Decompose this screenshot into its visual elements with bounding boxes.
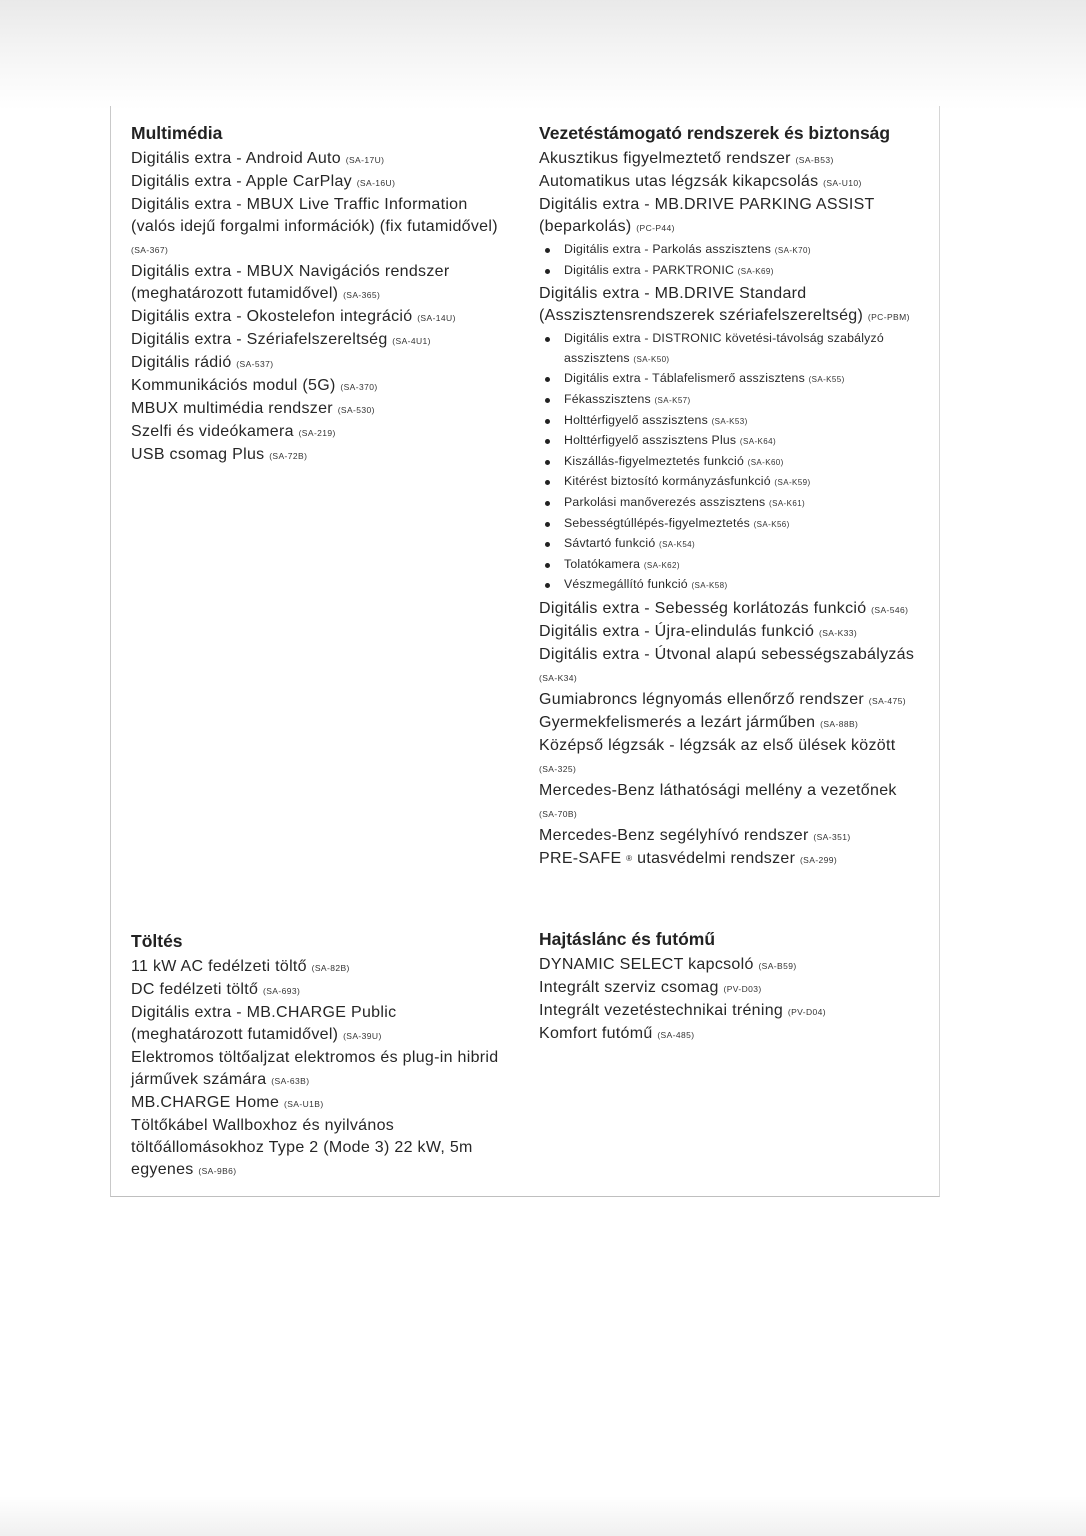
option-code: (SA-K34) bbox=[539, 672, 578, 683]
scan-shading-top bbox=[0, 0, 1086, 110]
item-text: Sebességtúllépés-figyelmeztetés bbox=[564, 515, 750, 530]
option-code: (SA-537) bbox=[236, 359, 274, 369]
list-item bbox=[539, 780, 924, 825]
sub-list-item bbox=[564, 452, 924, 473]
item-text: Digitális extra - Útvonal alapú sebességszabályzás bbox=[539, 645, 915, 663]
option-code: (SA-K57) bbox=[654, 395, 691, 405]
list-item bbox=[539, 148, 924, 171]
item-text: MB.CHARGE Home bbox=[131, 1094, 280, 1111]
option-code: (SA-39U) bbox=[343, 1031, 382, 1041]
option-code: (PV-D03) bbox=[723, 984, 762, 994]
option-code: (SA-63B) bbox=[271, 1076, 310, 1086]
option-code: (SA-K54) bbox=[659, 540, 696, 550]
item-text: Digitális extra - Okostelefon integráció bbox=[131, 308, 413, 325]
list-item bbox=[539, 1023, 924, 1046]
list-item bbox=[539, 848, 924, 871]
option-code: (SA-K55) bbox=[808, 375, 845, 385]
item-text: USB csomag Plus bbox=[131, 446, 265, 463]
option-code: (SA-14U) bbox=[417, 313, 456, 323]
list-item bbox=[131, 194, 501, 261]
option-code: (SA-K33) bbox=[818, 627, 858, 638]
sub-list-item bbox=[564, 555, 924, 576]
option-code: (SA-325) bbox=[539, 763, 577, 774]
option-code: (SA-530) bbox=[337, 405, 375, 415]
item-text: Sávtartó funkció bbox=[564, 536, 656, 551]
sub-list-item bbox=[564, 390, 924, 411]
item-text: Akusztikus figyelmeztető rendszer bbox=[539, 150, 791, 167]
section-heading: Multimédia bbox=[131, 123, 223, 143]
option-code: (SA-88B) bbox=[820, 718, 859, 729]
item-text: Mercedes-Benz segélyhívó rendszer bbox=[539, 826, 809, 844]
item-text: DYNAMIC SELECT kapcsoló bbox=[539, 956, 754, 973]
sub-list-item bbox=[564, 575, 924, 596]
option-code: (SA-17U) bbox=[345, 155, 385, 165]
item-text: DC fedélzeti töltő bbox=[131, 981, 259, 998]
item-text: Kiszállás-figyelmeztetés funkció bbox=[564, 453, 744, 468]
list-item bbox=[539, 689, 924, 712]
item-list bbox=[539, 954, 924, 1046]
item-text: Szelfi és videókamera bbox=[131, 423, 294, 440]
sub-list-item bbox=[564, 431, 924, 452]
item-text: Gyermekfelismerés a lezárt járműben bbox=[539, 713, 816, 731]
option-code: (SA-475) bbox=[868, 695, 907, 706]
list-item bbox=[131, 352, 501, 375]
item-text: Digitális extra - MB.CHARGE Public (meghatározott futamidővel) bbox=[131, 1004, 397, 1043]
list-item bbox=[539, 171, 924, 194]
option-code: (PC-PBM) bbox=[867, 312, 910, 323]
item-text-continued: utasvédelmi rendszer bbox=[637, 849, 796, 867]
option-code: (SA-693) bbox=[263, 986, 301, 996]
sub-list-item bbox=[564, 411, 924, 432]
option-code: (SA-70B) bbox=[539, 808, 578, 819]
item-list bbox=[131, 956, 501, 1182]
option-code: (SA-365) bbox=[343, 290, 381, 300]
sub-list-item bbox=[564, 534, 924, 555]
option-code: (SA-351) bbox=[813, 831, 851, 842]
sub-list bbox=[539, 240, 924, 281]
option-code: (SA-K62) bbox=[643, 560, 680, 570]
option-code: (SA-367) bbox=[131, 245, 169, 255]
item-text: Digitális extra - Parkolás asszisztens bbox=[564, 242, 772, 256]
sub-list-item bbox=[564, 329, 924, 369]
item-text: Automatikus utas légzsák kikapcsolás bbox=[539, 173, 819, 190]
list-item bbox=[131, 1047, 501, 1092]
option-code: (SA-82B) bbox=[311, 963, 350, 973]
item-text: Vészmegállító funkció bbox=[564, 577, 688, 592]
option-code: (SA-K58) bbox=[691, 581, 728, 591]
list-item bbox=[539, 621, 924, 644]
item-text: 11 kW AC fedélzeti töltő bbox=[131, 958, 307, 975]
option-code: (SA-K64) bbox=[739, 437, 777, 447]
list-item bbox=[131, 1092, 501, 1115]
item-text: Középső légzsák - légzsák az első ülések között bbox=[539, 736, 896, 754]
option-code: (SA-U1B) bbox=[283, 1099, 324, 1109]
sub-list-item bbox=[564, 493, 924, 514]
list-item bbox=[131, 444, 501, 467]
item-text: Digitális extra - Android Auto bbox=[131, 150, 341, 167]
list-item bbox=[131, 148, 501, 171]
list-item bbox=[539, 194, 924, 281]
option-code: (SA-K53) bbox=[711, 416, 748, 426]
option-code: (SA-K56) bbox=[753, 519, 790, 529]
item-text: Digitális extra - MB.DRIVE PARKING ASSIST (beparkolás) bbox=[539, 196, 875, 235]
sub-list-item bbox=[564, 472, 924, 493]
option-code: (SA-9B6) bbox=[198, 1166, 237, 1176]
item-text: Integrált szerviz csomag bbox=[539, 979, 719, 996]
list-item bbox=[131, 329, 501, 352]
list-item bbox=[131, 956, 501, 979]
item-text: Digitális extra - DISTRONIC követési-távolság szabályzó asszisztens bbox=[564, 331, 884, 365]
list-item bbox=[131, 1002, 501, 1047]
list-item bbox=[131, 375, 501, 398]
item-text: Digitális extra - MB.DRIVE Standard (Asszisztensrendszerek szériafelszereltség) bbox=[539, 285, 864, 325]
option-code: (SA-K60) bbox=[747, 457, 784, 467]
option-code: (SA-16U) bbox=[356, 178, 396, 188]
option-code: (SA-B53) bbox=[795, 155, 834, 165]
item-text: Töltőkábel Wallboxhoz és nyilvános töltőállomásokhoz Type 2 (Mode 3) 22 kW, 5m egyenes bbox=[131, 1117, 473, 1178]
option-code: (SA-K69) bbox=[737, 266, 774, 276]
item-text: Digitális extra - Újra-elindulás funkció bbox=[539, 622, 815, 640]
list-item bbox=[539, 825, 924, 848]
item-text: Mercedes-Benz láthatósági mellény a vezetőnek bbox=[539, 781, 897, 799]
list-item bbox=[539, 954, 924, 977]
item-text: Digitális extra - Sebesség korlátozás funkció bbox=[539, 599, 867, 617]
section-multimedia bbox=[131, 121, 501, 467]
item-text: Komfort futómű bbox=[539, 1025, 653, 1042]
item-text: MBUX multimédia rendszer bbox=[131, 400, 333, 417]
option-code: (SA-B59) bbox=[758, 961, 797, 971]
option-code: (SA-72B) bbox=[269, 451, 308, 461]
option-code: (SA-370) bbox=[340, 382, 378, 392]
list-item bbox=[131, 261, 501, 306]
list-item bbox=[131, 421, 501, 444]
option-code: (SA-546) bbox=[871, 604, 909, 615]
list-item bbox=[539, 735, 924, 780]
section-heading: Töltés bbox=[131, 931, 183, 951]
sub-list-item bbox=[564, 514, 924, 535]
item-text: Gumiabroncs légnyomás ellenőrző rendszer bbox=[539, 690, 865, 708]
item-text: Kommunikációs modul (5G) bbox=[131, 377, 336, 394]
sub-list-item bbox=[564, 261, 924, 282]
list-item bbox=[539, 644, 924, 689]
option-code: (PV-D04) bbox=[787, 1007, 827, 1017]
item-list bbox=[539, 148, 924, 871]
item-text: Holttérfigyelő asszisztens bbox=[564, 412, 708, 427]
item-text: Digitális extra - Szériafelszereltség bbox=[131, 331, 388, 348]
item-text: Tolatókamera bbox=[564, 556, 641, 571]
option-code: (SA-485) bbox=[657, 1030, 695, 1040]
list-item bbox=[539, 283, 924, 596]
option-code: (SA-K50) bbox=[633, 354, 670, 364]
list-item bbox=[539, 598, 924, 621]
sub-list-item bbox=[564, 369, 924, 390]
item-text: Digitális extra - Táblafelismerő asszisztens bbox=[564, 371, 805, 386]
section-hajtaslanc bbox=[539, 927, 924, 1046]
option-code: (SA-U10) bbox=[823, 178, 862, 188]
item-text: Holttérfigyelő asszisztens Plus bbox=[564, 433, 737, 448]
list-item bbox=[131, 979, 501, 1002]
list-item bbox=[131, 171, 501, 194]
section-heading: Vezetéstámogató rendszerek és biztonság bbox=[539, 123, 891, 143]
item-text: Digitális extra - Apple CarPlay bbox=[131, 173, 352, 190]
section-heading: Hajtáslánc és futómű bbox=[539, 929, 716, 949]
item-text: Kitérést biztosító kormányzásfunkció bbox=[564, 474, 771, 489]
sub-list-item bbox=[564, 240, 924, 261]
item-text: Digitális extra - MBUX Navigációs rendszer (meghatározott futamidővel) bbox=[131, 263, 450, 302]
option-code: (SA-299) bbox=[799, 854, 838, 865]
registered-mark: ® bbox=[626, 853, 633, 863]
section-vezetestamogato bbox=[539, 121, 924, 871]
item-text: Digitális rádió bbox=[131, 354, 232, 371]
option-code: (SA-K70) bbox=[774, 246, 811, 255]
option-code: (SA-4U1) bbox=[392, 336, 431, 346]
option-code: (SA-K61) bbox=[769, 498, 806, 508]
list-item bbox=[131, 306, 501, 329]
section-toltes bbox=[131, 929, 501, 1182]
list-item bbox=[131, 398, 501, 421]
item-text: Parkolási manőverezés asszisztens bbox=[564, 494, 766, 509]
option-code: (PC-P44) bbox=[636, 223, 675, 233]
item-list bbox=[131, 148, 501, 467]
list-item bbox=[539, 1000, 924, 1023]
list-item bbox=[131, 1115, 501, 1182]
list-item bbox=[539, 977, 924, 1000]
item-text: Digitális extra - MBUX Live Traffic Information (valós idejű forgalmi információk) (fix futamidővel) bbox=[131, 196, 498, 235]
list-item bbox=[539, 712, 924, 735]
item-text: Fékasszisztens bbox=[564, 391, 651, 406]
option-code: (SA-219) bbox=[298, 428, 336, 438]
item-text: Elektromos töltőaljzat elektromos és plug-in hibrid járművek számára bbox=[131, 1049, 499, 1088]
sub-list bbox=[539, 329, 924, 596]
option-code: (SA-K59) bbox=[774, 478, 811, 488]
scan-shading-bottom bbox=[0, 1496, 1086, 1536]
item-text: PRE-SAFE bbox=[539, 849, 622, 867]
item-text: Digitális extra - PARKTRONIC bbox=[564, 262, 735, 277]
item-text: Integrált vezetéstechnikai tréning bbox=[539, 1002, 784, 1019]
